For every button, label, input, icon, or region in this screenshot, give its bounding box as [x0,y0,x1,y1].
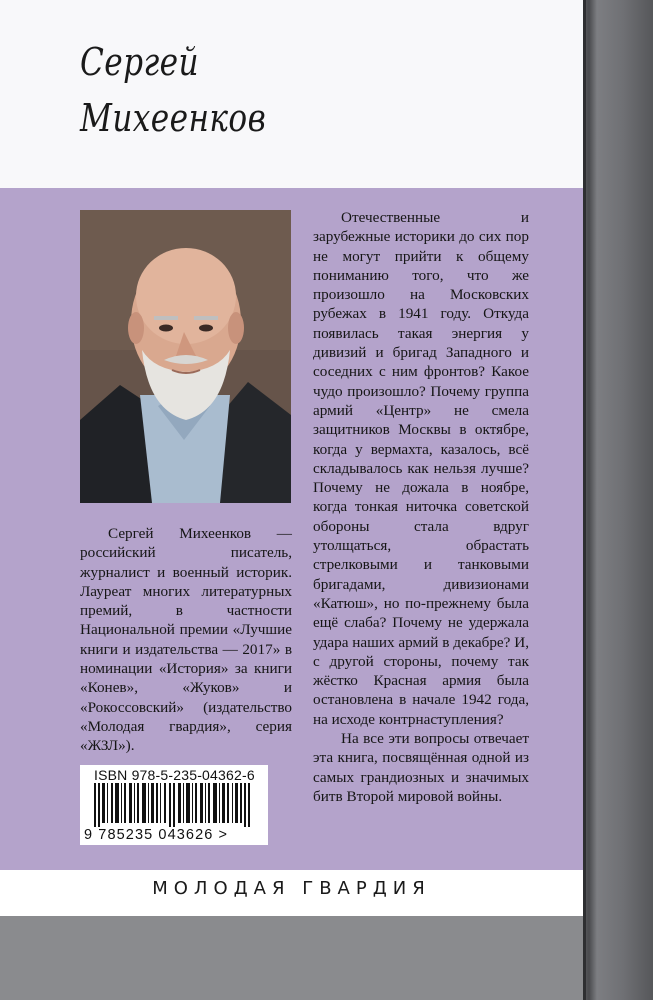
book-blurb [313,208,529,806]
author-photo [80,210,291,503]
header-band [0,0,583,188]
publisher-name: МОЛОДАЯ ГВАРДИЯ [152,878,431,899]
book-spine [583,0,653,1000]
isbn-label: ISBN 978-5-235-04362-6 [94,767,255,783]
author-first-name: Сергей [80,40,199,84]
bottom-strip [0,916,583,1000]
blurb-paragraph-2: На все эти вопросы отвечает эта книга, посвящённая одной из самых грандиозных и значимых битв Второй мировой войны. [313,730,529,805]
isbn-barcode [80,765,268,845]
author-bio [80,524,292,756]
blurb-paragraph-1: Отечественные и зарубежные историки до сих пор не могут прийти к общему пониманию того, что же произошло на Московских рубежах в 1941 году. Откуда появилась такая энергия у дивизий и бригад Западного и соседних с ним фронтов? Какое чудо произошло? Почему группа армий «Центр» не смела защитников Москвы в октябре, когда у вермахта, казалось, всё складывалось как нельзя лучше? Почему не дожала в ноябре, когда тонкая ниточка советской обороны стала вдруг утолщаться, обрастать стрелковыми и танковыми бригадами, дивизионами «Катюш», но по-прежнему была ещё слаба? Почему не удержала удара наших армий в декабре? И, с другой стороны, почему так жёстко Красная армия была остановлена в начале 1942 года, на исходе контрнаступления? [313,209,529,728]
spine-edge [583,0,586,1000]
barcode-digits: 9 785235 043626 > [84,827,229,843]
barcode-bars [86,783,262,827]
bio-paragraph: Сергей Михеенков — российский писатель, журналист и военный историк. Лауреат многих литературных премий, в частности Национальной премии «Лучшие книги и издательства — 2017» в номинации «История» за книги «Конев», «Жуков» и «Рокоссовский» (издательство «Молодая гвардия», серия «ЖЗЛ»). [80,525,292,755]
author-last-name: Михеенков [80,96,267,140]
